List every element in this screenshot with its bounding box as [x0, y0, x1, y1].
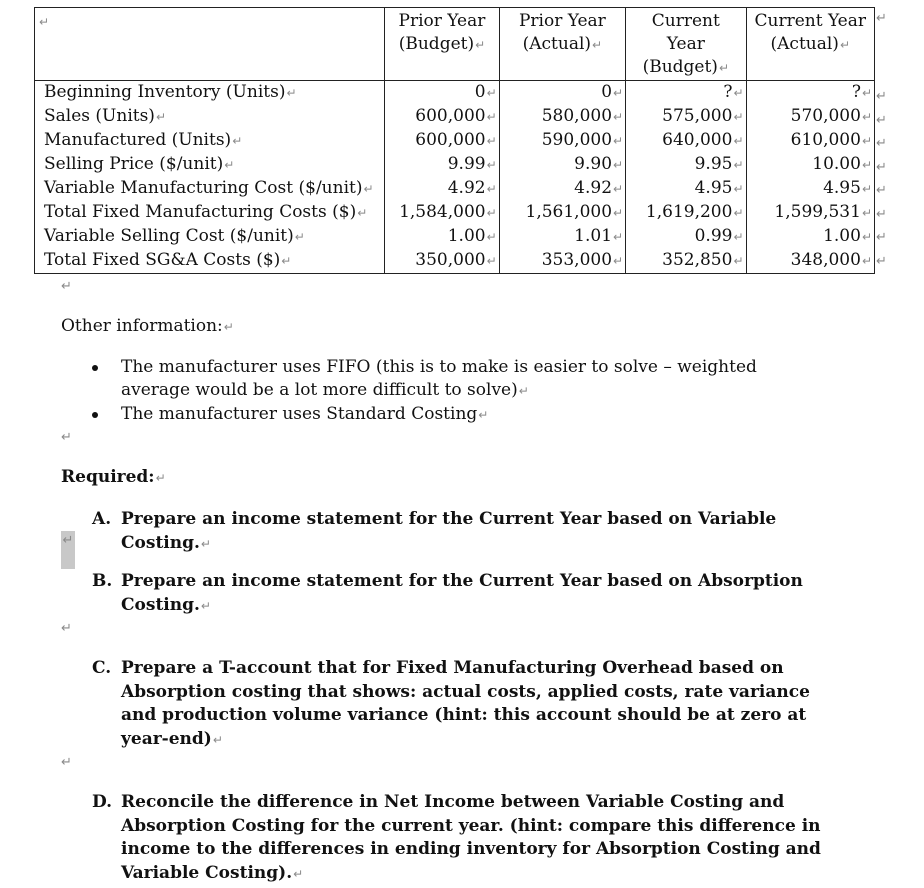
row-end-mark: ↵	[876, 183, 887, 198]
requirement-letter: C.	[92, 658, 112, 678]
table-row	[35, 129, 875, 153]
list-item: The manufacturer uses Standard Costing↵	[90, 403, 830, 427]
row-end-mark: ↵	[876, 136, 887, 151]
cell-current-budget: 9.95↵	[626, 153, 746, 177]
row-label: Total Fixed Manufacturing Costs ($)↵	[35, 201, 385, 225]
cell-current-budget: 352,850↵	[626, 249, 746, 274]
cell-prior-budget: 350,000↵	[385, 249, 499, 274]
row-label: Selling Price ($/unit)↵	[35, 153, 385, 177]
cell-prior-budget: 9.99↵	[385, 153, 499, 177]
row-label: Total Fixed SG&A Costs ($)↵	[35, 249, 385, 274]
cost-data-table	[34, 7, 875, 274]
cell-current-actual: 570,000↵	[746, 105, 874, 129]
cell-current-budget: 1,619,200↵	[626, 201, 746, 225]
row-end-mark: ↵	[876, 230, 887, 245]
requirement-text: Prepare an income statement for the Current Year based on Variable Costing.	[121, 509, 777, 553]
list-item: The manufacturer uses FIFO (this is to make is easier to solve – weighted average would be a lot more difficult to solve)↵	[90, 356, 830, 403]
cell-current-budget: 640,000↵	[626, 129, 746, 153]
cell-prior-budget: 600,000↵	[385, 129, 499, 153]
header-current-year-budget: Current Year (Budget)↵	[626, 8, 746, 81]
header-prior-year-actual: Prior Year (Actual)↵	[499, 8, 625, 81]
requirement-b: B. Prepare an income statement for the Current Year based on Absorption Costing.↵	[92, 571, 803, 615]
cell-prior-actual: 0↵	[499, 81, 625, 106]
cell-prior-actual: 1,561,000↵	[499, 201, 625, 225]
header-prior-year-budget: Prior Year (Budget)↵	[385, 8, 499, 81]
cell-prior-actual: 1.01↵	[499, 225, 625, 249]
table-row	[35, 153, 875, 177]
cell-current-actual: 1.00↵	[746, 225, 874, 249]
row-end-mark: ↵	[876, 253, 887, 269]
cell-current-budget: ?↵	[626, 81, 746, 106]
row-label: Beginning Inventory (Units)↵	[35, 81, 385, 106]
requirement-letter: A.	[92, 509, 112, 529]
requirement-text: Prepare a T-account that for Fixed Manufacturing Overhead based on Absorption costing that shows: actual costs, applied costs, rate variance and production volume variance (hint: this account should be at zero at year-end)	[121, 658, 810, 749]
cell-prior-budget: 0↵	[385, 81, 499, 106]
table-header-row	[35, 8, 875, 81]
requirement-a: A. Prepare an income statement for the Current Year based on Variable Costing.↵	[92, 509, 777, 553]
table-row	[35, 225, 875, 249]
paragraph-mark: ↵	[61, 279, 72, 294]
cell-current-budget: 0.99↵	[626, 225, 746, 249]
other-info-title: Other information:↵	[61, 316, 234, 336]
requirement-d: D. Reconcile the difference in Net Income between Variable Costing and Absorption Costing for the current year. (hint: compare this difference in income to the differences in ending inventory for Absorption Costing and Variable Costing).↵	[92, 792, 821, 883]
required-title: Required:↵	[61, 467, 166, 487]
cell-prior-budget: 1.00↵	[385, 225, 499, 249]
table-corner-cell: ↵	[35, 8, 385, 81]
cell-prior-actual: 580,000↵	[499, 105, 625, 129]
requirement-letter: B.	[92, 571, 113, 591]
cell-current-actual: 10.00↵	[746, 153, 874, 177]
requirement-letter: D.	[92, 792, 113, 812]
row-end-mark: ↵	[876, 89, 887, 104]
paragraph-mark: ↵	[61, 430, 72, 445]
requirement-text: Prepare an income statement for the Current Year based on Absorption Costing.	[121, 571, 803, 615]
paragraph-mark: ↵	[61, 621, 72, 636]
row-label: Variable Manufacturing Cost ($/unit)↵	[35, 177, 385, 201]
table-row	[35, 177, 875, 201]
selected-paragraph-mark[interactable]: ↵	[61, 531, 75, 569]
header-current-year-actual: Current Year (Actual)↵	[746, 8, 874, 81]
cell-prior-actual: 4.92↵	[499, 177, 625, 201]
cell-current-actual: 4.95↵	[746, 177, 874, 201]
requirement-c: C. Prepare a T-account that for Fixed Manufacturing Overhead based on Absorption costing that shows: actual costs, applied costs, rate variance and production volume variance (hint: this account should be at zero at year-end)↵	[92, 658, 810, 749]
row-label: Variable Selling Cost ($/unit)↵	[35, 225, 385, 249]
cell-current-actual: 348,000↵	[746, 249, 874, 274]
cell-current-actual: 610,000↵	[746, 129, 874, 153]
cell-current-budget: 575,000↵	[626, 105, 746, 129]
bullet-icon	[92, 412, 98, 418]
other-info-list	[90, 356, 830, 427]
cell-current-budget: 4.95↵	[626, 177, 746, 201]
table-row	[35, 249, 875, 274]
row-end-mark: ↵	[876, 11, 887, 26]
paragraph-mark: ↵	[61, 755, 72, 770]
table-row	[35, 81, 875, 106]
cell-prior-budget: 4.92↵	[385, 177, 499, 201]
row-end-mark: ↵	[876, 159, 887, 175]
row-label: Manufactured (Units)↵	[35, 129, 385, 153]
requirement-text: Reconcile the difference in Net Income between Variable Costing and Absorption Costing for the current year. (hint: compare this difference in income to the differences in ending inventory for Absorption Costing and Variable Costing).	[121, 792, 821, 883]
table-row	[35, 105, 875, 129]
cell-current-actual: 1,599,531↵	[746, 201, 874, 225]
cell-current-actual: ?↵	[746, 81, 874, 106]
table-row	[35, 201, 875, 225]
row-end-mark: ↵	[876, 112, 887, 128]
cell-prior-actual: 353,000↵	[499, 249, 625, 274]
cell-prior-budget: 1,584,000↵	[385, 201, 499, 225]
bullet-icon	[92, 365, 98, 371]
cell-prior-actual: 9.90↵	[499, 153, 625, 177]
cell-prior-actual: 590,000↵	[499, 129, 625, 153]
cell-prior-budget: 600,000↵	[385, 105, 499, 129]
row-label: Sales (Units)↵	[35, 105, 385, 129]
row-end-mark: ↵	[876, 206, 887, 222]
